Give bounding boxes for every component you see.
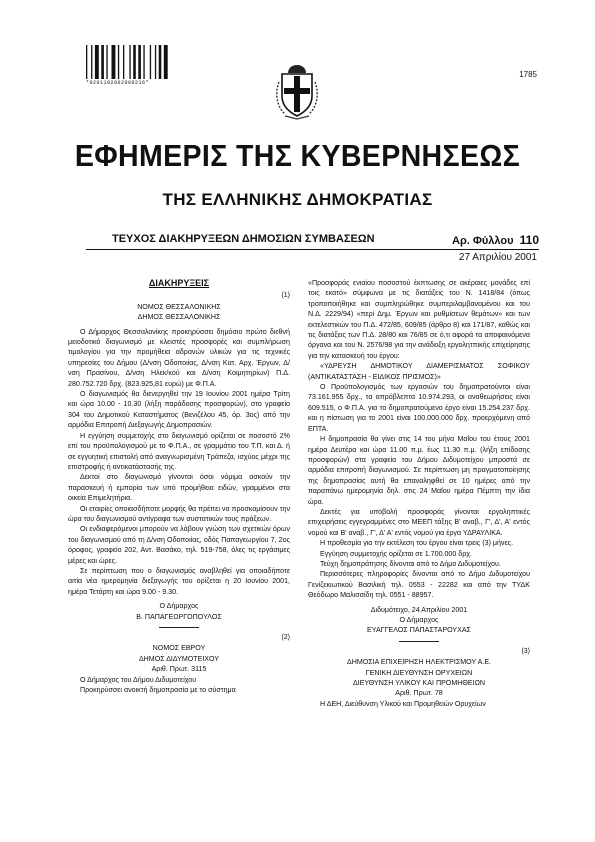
issue-date: 27 Απριλίου 2001 [458,252,537,263]
notice-paragraph: Σε περίπτωση που ο διαγωνισμός αναβληθεί για οποιαδήποτε αιτία νέα ημερομηνία διεξαγωγής του ορίζεται η 20 Ιουνίου 2001, ημέρα Τετάρτη και ώρα 9.00 - 9.30. [68,566,290,596]
notice-paragraph: Η προθεσμία για την εκτέλεση του έργου είναι τρεις (3) μήνες. [320,539,514,548]
signer-title: Ο Δήμαρχος [399,616,439,624]
signer-title: Ο Δήμαρχος [159,602,199,611]
notice-paragraph: Εγγύηση συμμετοχής ορίζεται σε 1.700.000 δρχ. [320,549,472,558]
notice-authority: ΔΙΕΥΘΥΝΣΗ ΥΛΙΚΟΥ ΚΑΙ ΠΡΟΜΗΘΕΙΩΝ [352,679,485,688]
notice-paragraph: Οι ενδιαφερόμενοι μπορούν να λάβουν γνώση των σχετικών όρων του διαγωνισμού από τη Δ/νση Οδοποιίας, οδός Παπαγεωργίου 7, 2ος όροφος, γραφείο 202, Αντ. Βασάκο, τηλ. 519-758, όλες τις εργάσιμες μέρες και ώρες. [68,525,290,565]
signer-name: ΕΥΑΓΓΕΛΟΣ ΠΑΠΑΣΤΑΡΟΥΧΑΣ [367,626,471,635]
notice-number: (2) [281,634,290,641]
notice-paragraph: Η δημοπρασία θα γίνει στις 14 του μήνα Μαΐου του έτους 2001 ημέρα Δευτέρα και ώρα 11.00 π.μ. έως 11.30 π.μ. (λήξη επίδοσης προσφορών) στα γραφεία του Δήμου Διδυμοτείχου μπροστά σε αρμόδια επιτροπή διαγωνισμού. Σε περίπτωση μη πραγματοποίησης της δημοπρασίας αυτή θα επαναληφθεί σε 10 ημέρες από την παραπάνω ημερομηνία δηλ. στις 24 Μαΐου ημέρα Πέμπτη την ίδια ώρα. [308,435,530,506]
notice-intro: Ο Δήμαρχος του Δήμου Διδυμοτείχου [80,675,197,684]
notice-divider [399,641,439,642]
notice-paragraph: Ο Προϋπολογισμός των εργασιών του δημοπρατούντοι είναι 73.161.955 δρχ., τα απρόβλεπτα 10.974.293, οι αναθεωρήσεις είναι 609.515, ο Φ.Π.Α. για το δημοπρατούμενο έργο είναι 15.254.237 δρχ. και η πίστωση για το 2001 είναι 100.000.000 δρχ. προερχόμενη από ΕΠΤΑ. [308,383,530,433]
barcode-bars [86,45,174,79]
coat-of-arms-emblem [273,62,321,120]
project-title: «ΥΔΡΕΥΣΗ ΔΗΜΟΤΙΚΟΥ ΔΙΑΜΕΡΙΣΜΑΤΟΣ ΣΟΦΙΚΟΥ (ΑΝΤΙΚΑΤΑΣΤΑΣΗ - ΕΙΔΙΚΟΣ ΠΡΙΣΜΟΣ)» [308,362,530,381]
notice-paragraph: Προκηρύσσει ανοικτή δημοπρασία με το σύστημα [80,686,236,695]
notice-authority: ΝΟΜΟΣ ΕΒΡΟΥ [152,644,206,653]
issue-sheet [452,233,539,247]
notice-ref: Αριθ. Πρωτ. 78 [395,689,443,698]
notice-paragraph: Η ΔΕΗ, Διεύθυνση Υλικού και Προμηθειών Ορυχείων [320,699,486,708]
barcode [86,45,174,89]
notice-paragraph: Ο διαγωνισμός θα διενεργηθεί την 19 Ιουνίου 2001 ημέρα Τρίτη και ώρα 10.00 - 10.30 (λήξη παράδοσης προσφορών), στο γραφείο 304 του Δημοτικού Καταστήματος (Βενιζέλου 45, όρ. 3ος) από την αρμόδια Επιτροπή Διεξαγωγής Δημοπρασιών. [68,390,290,430]
gazette-title: ΕΦΗΜΕΡΙΣ ΤΗΣ ΚΥΒΕΡΝΗΣΕΩΣ [74,138,521,173]
signer-name: Β. ΠΑΠΑΓΕΩΡΓΟΠΟΥΛΟΣ [136,612,222,621]
notice-authority: ΔΗΜΟΣ ΔΙΔΥΜΟΤΕΙΧΟΥ [138,654,220,663]
right-column [308,278,530,709]
barcode-number: *0201102902000216* [86,80,150,86]
notice-ref: Αριθ. Πρωτ. 3115 [151,665,207,674]
gazette-subtitle: ΤΗΣ ΕΛΛΗΝΙΚΗΣ ΔΗΜΟΚΡΑΤΙΑΣ [162,190,433,209]
notice-number: (1) [281,292,290,300]
notice-authority: ΝΟΜΟΣ ΘΕΣΣΑΛΟΝΙΚΗΣ [137,302,221,311]
issue-bar [86,233,539,247]
section-heading: ΔΙΑΚΗΡΥΞΕΙΣ [148,278,210,288]
notice-paragraph: Δεκτές για υποβολή προσφοράς γίνονται εργοληπτικές επιχειρήσεις εγγεγραμμένες στο ΜΕΕΠ τάξης Β' αναβ., Γ', Δ', Α' εντός νομού και Β' αναβ., Γ', Δ' Α' εντός νομού για έργα ΥΔΡΑΥΛΙΚΑ. [308,507,530,537]
notice-paragraph: Περισσότερες πληροφορίες δίνονται από το Δήμο Διδυμοτείχου Γενίζεκιωτικού Βασιλική τηλ. 0553 - 22282 και από την ΤΥΔΚ Θεόδωρο Μαλισσίδη τηλ. 0551 - 88957. [308,570,530,600]
notice-paragraph: Οι εταιρίες οποιασδήποτε μορφής θα πρέπει να προσκομίσουν την ώρα του διαγωνισμού αντίγραφα των συστατικών τους πράξεων. [68,504,290,523]
notice-divider [159,627,199,628]
sheet-label: Αρ. Φύλλου [452,235,514,247]
notice-paragraph: Ο Δήμαρχος Θεσσαλονίκης προκηρύσσει δημόσιο πρώτο διεθνή μειοδοτικό διαγωνισμό με κλειστές προσφορές και συμπλήρωση τιμολογίου για την προμήθεια αδρανών υλικών για τις τεχνικές υπηρεσίες του Δήμου (Δ/νση Οδοποιίας, Δ/νση Κατ. Αρχ. Έργων, Δ/νση Πρασίνου, Δ/νση Ηλεκ/κού και Δ/νση Κοιμητηρίων) Π.Δ. 280.752.720 δρχ. (823.925,81 ευρώ) με Φ.Π.Α. [68,327,290,388]
page-number: 1785 [519,70,537,79]
sheet-number: 110 [519,233,539,247]
notice-authority: ΓΕΝΙΚΗ ΔΙΕΥΘΥΝΣΗ ΟΡΥΧΕΙΩΝ [365,668,473,677]
notice-paragraph: Η εγγύηση συμμετοχής στο διαγωνισμό ορίζεται σε ποσοστό 2% επί του προϋπολογισμού με το Φ.Π.Α., σε γραμμάτιο του Τ.Π. και Δ. ή σε εγγυητική επιστολή από αναγνωρισμένη Τράπεζα, ισχύος μέχρι της επιστροφής ή αντικατάστασής της. [68,431,290,471]
notice-authority: ΔΗΜΟΣΙΑ ΕΠΙΧΕΙΡΗΣΗ ΗΛΕΚΤΡΙΣΜΟΥ Α.Ε. [346,658,492,667]
left-column [68,278,290,695]
notice-authority: ΔΗΜΟΣ ΘΕΣΣΑΛΟΝΙΚΗΣ [137,313,221,322]
notice-number: (3) [521,647,530,655]
notice-paragraph: Δεκτοί στο διαγωνισμό γίνονται όσοι νόμιμα ασκούν την παρασκευή ή εμπορία των υπό προμήθεια ειδών, γραμμένοι στα οικεία Επιμελητήρια. [68,473,290,503]
notice-paragraph: Τεύχη δημοπράτησης δίνονται από το Δήμο Διδυμοτείχου. [320,559,501,568]
issue-rule [86,249,539,250]
issue-series: ΤΕΥΧΟΣ ΔΙΑΚΗΡΥΞΕΩΝ ΔΗΜΟΣΙΩΝ ΣΥΜΒΑΣΕΩΝ [112,233,375,245]
place-date: Διδυμότειχο, 24 Απριλίου 2001 [370,605,468,614]
notice-paragraph: «Προσφοράς ενιαίου ποσοστού έκπτωσης σε ακέραιες μονάδες επί τοις εκατό» σύμφωνα με τις διατάξεις του Ν. 1418/84 (όπως τροποποιήθηκε και συμπληρώθηκε συμπεριλαμβανομένου και του Ν.Δ. 2229/94) «περί Δημ. Έργων και ρυθμίσεων θεμάτων» και των εκτελεστικών του Π.Δ. 472/85, 609/85 (άρθρο 8) και 171/87, καθώς και τις διατάξεις των Π.Δ. 28/80 και 76/85 σε ό,τι αφορά τα αποφαινόμενα όργανα και του Ν. 2576/98 για την ανάδειξη εργολητπικής επιχείρησης για την κατασκευή του έργου: [308,279,530,360]
